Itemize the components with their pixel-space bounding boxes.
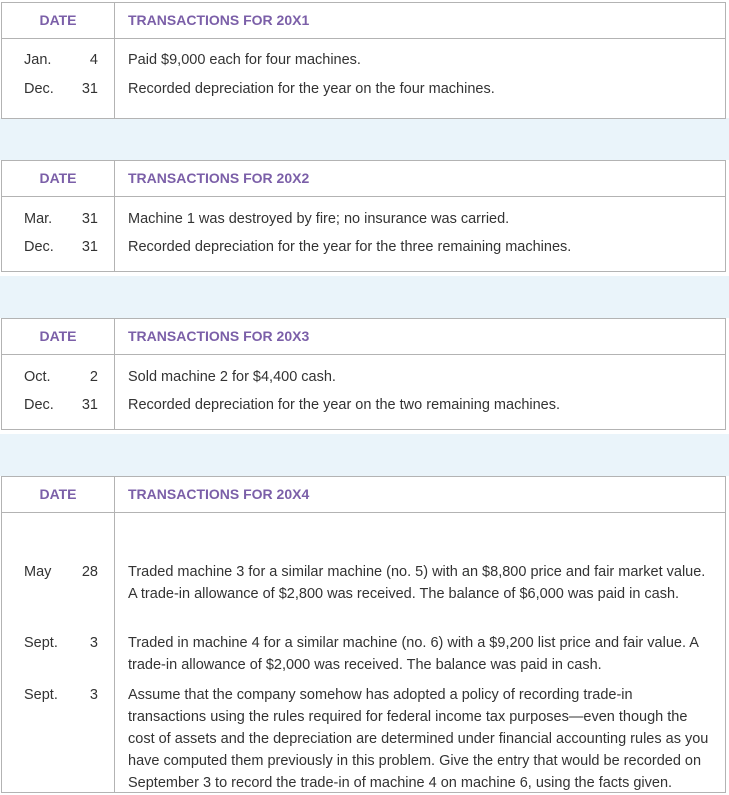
table-row [2, 397, 725, 419]
table-header [2, 319, 725, 355]
table-row [2, 52, 725, 74]
table-header [2, 3, 725, 39]
row-description: Machine 1 was destroyed by fire; no insurance was carried. [128, 211, 510, 227]
row-day: 31 [81, 397, 98, 413]
table-header [2, 161, 725, 197]
transactions-column-header: TRANSACTIONS FOR 20X3 [128, 328, 310, 344]
row-day: 31 [81, 211, 98, 227]
row-month: Dec. [24, 81, 54, 97]
row-description: Paid $9,000 each for four machines. [128, 52, 361, 68]
row-description: Recorded depreciation for the year on the four machines. [128, 81, 495, 97]
separator-band [0, 276, 729, 318]
row-day: 31 [81, 239, 98, 255]
table-header [2, 477, 725, 513]
table-row [2, 211, 725, 233]
row-month: Dec. [24, 397, 54, 413]
table-row [2, 369, 725, 391]
separator-band [0, 118, 729, 160]
transactions-table-20x4 [1, 476, 726, 793]
row-description: Recorded depreciation for the year for the three remaining machines. [128, 239, 572, 255]
transactions-table-20x3 [1, 318, 726, 430]
table-row [2, 239, 725, 261]
row-month: Oct. [24, 369, 51, 385]
row-month: Sept. [24, 635, 58, 651]
row-description: Sold machine 2 for $4,400 cash. [128, 369, 336, 385]
row-month: Dec. [24, 239, 54, 255]
separator-band [0, 434, 729, 476]
row-day: 31 [81, 81, 98, 97]
row-day: 28 [81, 564, 98, 580]
row-day: 3 [89, 635, 98, 651]
row-month: May [24, 564, 52, 580]
transactions-column-header: TRANSACTIONS FOR 20X2 [128, 170, 310, 186]
row-month: Sept. [24, 687, 58, 703]
date-column-header: DATE [39, 12, 77, 28]
row-description: Assume that the company somehow has adopted a policy of recording trade-in transactions using the rules required for federal income tax purposes—even though the cost of assets and the depreciation are determined under financial accounting rules as you have computed them previously in this problem. Give the entry that would be recorded on September 3 to record the trade-in of machine 4 on machine 6, using the facts given. [128, 687, 709, 791]
date-column-header: DATE [39, 328, 77, 344]
date-column-header: DATE [39, 486, 77, 502]
table-row [2, 81, 725, 103]
column-divider [114, 477, 115, 792]
row-day: 2 [89, 369, 98, 385]
row-description: Recorded depreciation for the year on the two remaining machines. [128, 397, 561, 413]
transactions-column-header: TRANSACTIONS FOR 20X1 [128, 12, 310, 28]
row-day: 3 [89, 687, 98, 703]
transactions-column-header: TRANSACTIONS FOR 20X4 [128, 486, 310, 502]
row-month: Jan. [24, 52, 52, 68]
transactions-table-20x2 [1, 160, 726, 272]
row-description: Traded machine 3 for a similar machine (no. 5) with an $8,800 price and fair market value. A trade-in allowance of $2,800 was received. The balance of $6,000 was paid in cash. [128, 564, 706, 602]
row-month: Mar. [24, 211, 53, 227]
row-day: 4 [89, 52, 98, 68]
row-description: Traded in machine 4 for a similar machine (no. 6) with a $9,200 list price and fair value. A trade-in allowance of $2,000 was received. The balance was paid in cash. [128, 635, 699, 673]
transactions-table-20x1 [1, 2, 726, 119]
date-column-header: DATE [39, 170, 77, 186]
